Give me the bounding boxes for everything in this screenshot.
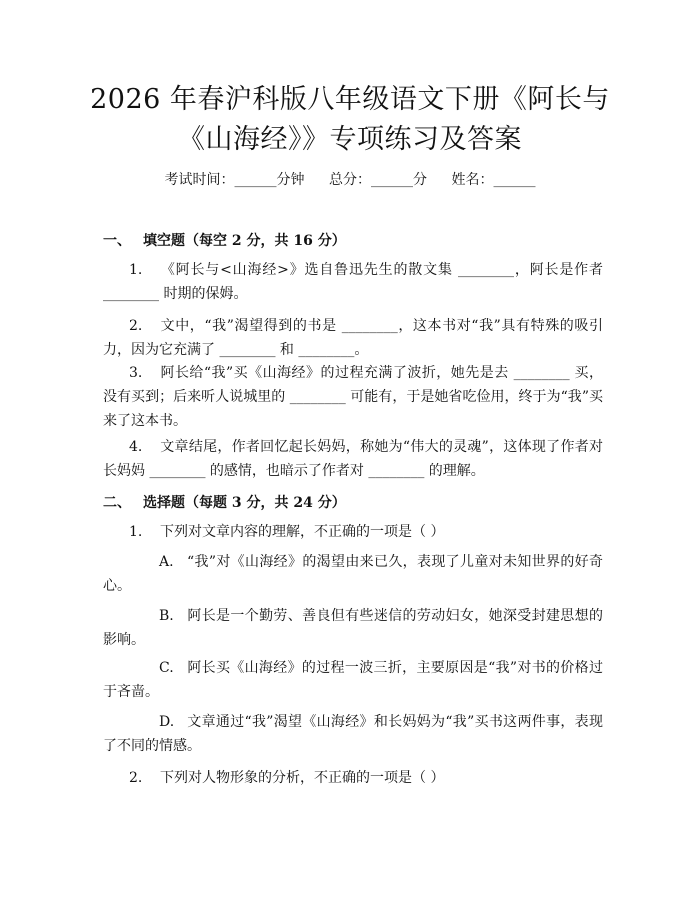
section-title: 选择题（每题 3 分，共 24 分） <box>143 495 346 511</box>
option-text: “我”对《山海经》的渴望由来已久，表现了儿童对未知世界的好奇心。 <box>103 554 603 594</box>
option-label: C. <box>159 660 174 676</box>
question-text: 下列对人物形象的分析，不正确的一项是（ ） <box>160 770 445 786</box>
question-number: 2. <box>129 318 143 334</box>
option-label: A. <box>159 554 174 570</box>
exam-info <box>0 169 700 189</box>
question-item <box>103 361 603 433</box>
title-line-1: 2026 年春沪科版八年级语文下册《阿长与 <box>90 84 610 115</box>
option-text: 文章通过“我”渴望《山海经》和长妈妈为“我”买书这两件事，表现了不同的情感。 <box>103 714 603 754</box>
option-d <box>103 710 603 758</box>
question-item <box>103 520 603 544</box>
question-number: 1. <box>129 262 143 278</box>
option-c <box>103 656 603 704</box>
exam-score: 总分：______分 <box>329 172 427 188</box>
exam-time: 考试时间：______分钟 <box>164 172 305 188</box>
section-number: 二、 <box>103 495 131 511</box>
question-item <box>103 258 603 306</box>
option-label: D. <box>159 714 175 730</box>
option-a <box>103 550 603 598</box>
option-b <box>103 604 603 652</box>
question-text: 《阿长与<山海经>》选自鲁迅先生的散文集 ________，阿长是作者 ________ 时期的保姆。 <box>103 262 603 302</box>
title-line-2: 《山海经》》专项练习及答案 <box>178 124 522 155</box>
exam-name: 姓名：______ <box>451 172 536 188</box>
question-text: 文章结尾，作者回忆起长妈妈，称她为“伟大的灵魂”，这体现了作者对长妈妈 ________ 的感情，也暗示了作者对 ________ 的理解。 <box>103 439 603 479</box>
option-label: B. <box>159 608 174 624</box>
page-title <box>60 80 640 160</box>
section-heading <box>103 492 346 512</box>
question-number: 4. <box>129 439 143 455</box>
question-number: 3. <box>129 365 143 381</box>
section-title: 填空题（每空 2 分，共 16 分） <box>143 233 346 249</box>
question-item <box>103 766 603 790</box>
section-number: 一、 <box>103 233 131 249</box>
question-item <box>103 314 603 362</box>
question-item <box>103 435 603 483</box>
question-text: 下列对文章内容的理解，不正确的一项是（ ） <box>160 524 445 540</box>
question-text: 阿长给“我”买《山海经》的过程充满了波折，她先是去 ________ 买，没有买到；后来听人说城里的 ________ 可能有，于是她省吃俭用，终于为“我”买来了这本书。 <box>103 365 603 429</box>
section-heading <box>103 230 346 250</box>
question-number: 1. <box>129 524 143 540</box>
question-number: 2. <box>129 770 143 786</box>
option-text: 阿长买《山海经》的过程一波三折，主要原因是“我”对书的价格过于吝啬。 <box>103 660 603 700</box>
option-text: 阿长是一个勤劳、善良但有些迷信的劳动妇女，她深受封建思想的影响。 <box>103 608 603 648</box>
question-text: 文中，“我”渴望得到的书是 ________，这本书对“我”具有特殊的吸引力，因为它充满了 ________ 和 ________。 <box>103 318 603 358</box>
